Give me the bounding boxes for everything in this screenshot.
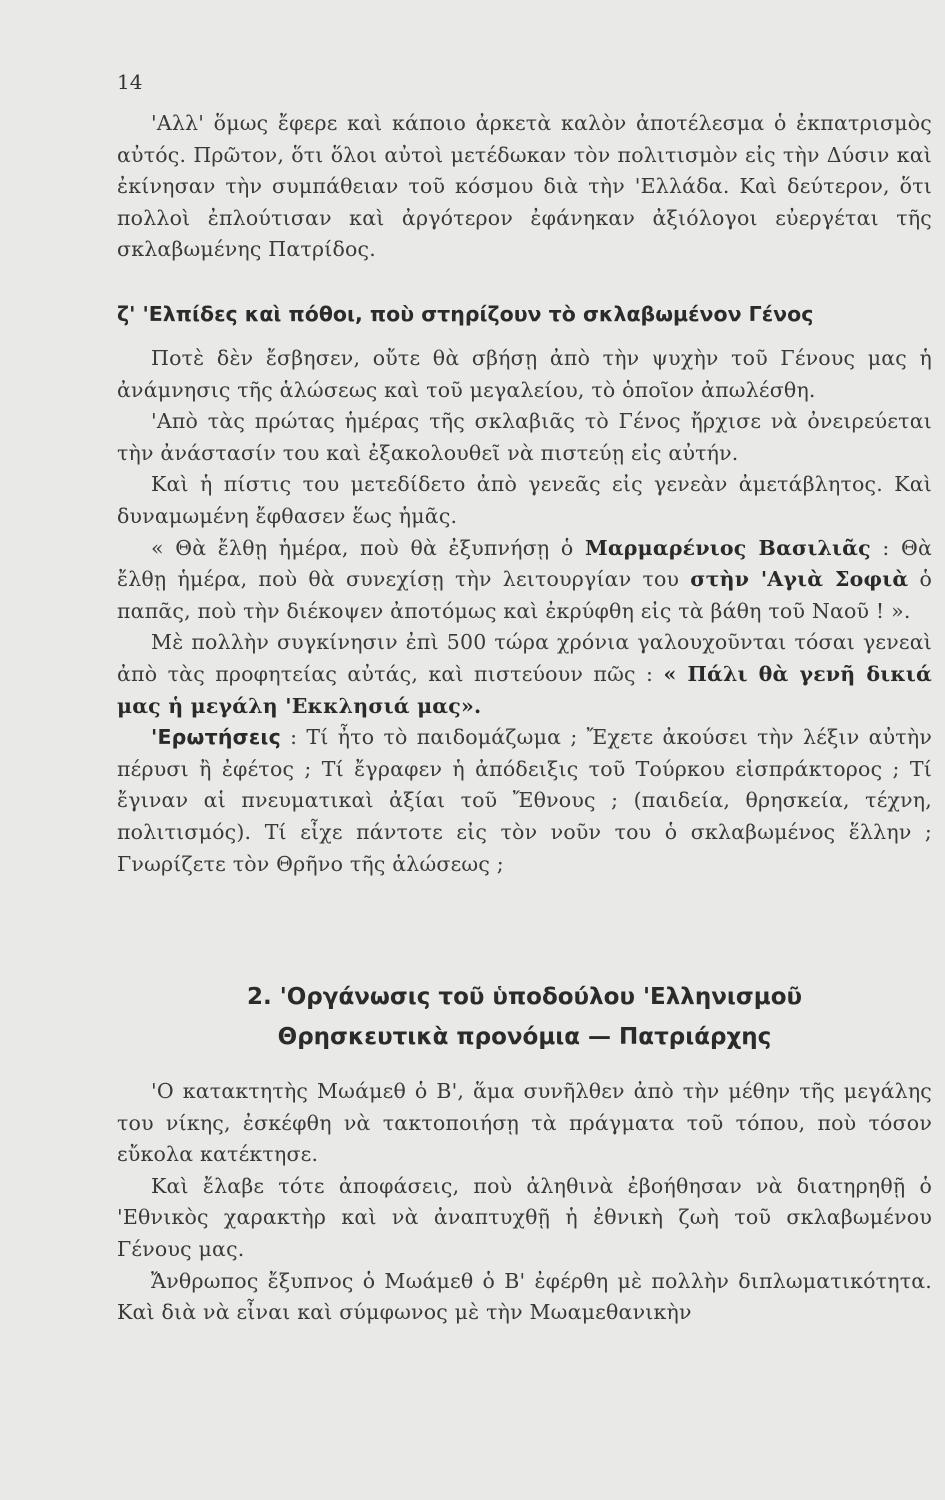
zeta-paragraph-2: 'Απὸ τὰς πρώτας ἡμέρας τῆς σκλαβιᾶς τὸ Γένος ἤρχισε νὰ ὀνειρεύεται τὴν ἀνάστασίν του καὶ ἐξακολουθεῖ νὰ πιστεύῃ εἰς αὐτήν. (117, 409, 932, 465)
generations-text: Μὲ πολλὴν συγκίνησιν ἐπὶ 500 τώρα χρόνια γαλουχοῦνται τόσαι γενεαὶ ἀπὸ τὰς προφητείας αὐτάς, καὶ πιστεύουν πῶς : (117, 630, 932, 686)
questions-paragraph (117, 722, 932, 880)
prophecy-text-c: : Θὰ ἔλθῃ ἡμέρα, ποὺ θὰ συνεχίσῃ τὴν λειτουργίαν του (117, 535, 932, 592)
chapter-2-paragraph-3: Ἄνθρωπος ἔξυπνος ὁ Μωάμεθ ὁ Β' ἐφέρθη μὲ πολλὴν διπλωματικότητα. Καὶ διὰ νὰ εἶναι καὶ σύμφωνος μὲ τὴν Μωαμεθανικὴν (117, 1268, 932, 1325)
marble-king-phrase: Μαρμαρένιος Βασιλιᾶς (584, 535, 871, 560)
prophecy-text-a: « Θὰ ἔλθῃ ἡμέρα, ποὺ θὰ ἐξυπνήσῃ ὁ (151, 535, 585, 560)
intro-paragraph: 'Αλλ' ὅμως ἔφερε καὶ κάποιο ἀρκετὰ καλὸν ἀποτέλεσμα ὁ ἐκπατρισμὸς αὐτός. Πρῶτον, ὅτι ὅλοι αὐτοὶ μετέδωκαν τὸν πολιτισμὸν εἰς τὴν Δύσιν καὶ ἐκίνησαν τὴν συμπάθειαν τοῦ κόσμου διὰ τὴν 'Ελλάδα. Καὶ δεύτερον, ὅτι πολλοὶ ἐπλούτισαν καὶ ἀργότερον ἐφάνηκαν ἀξιόλογοι εὐεργέται τῆς σκλαβωμένης Πατρίδος. (117, 111, 932, 262)
chapter-2-heading-line2: Θρησκευτικὰ προνόμια — Πατριάρχης (277, 1024, 772, 1050)
section-zeta-heading: ζ' 'Ελπίδες καὶ πόθοι, ποὺ στηρίζουν τὸ σκλαβωμένον Γένος (117, 302, 814, 326)
questions-text: : Τί ἦτο τὸ παιδομάζωμα ; Ἔχετε ἀκούσει τὴν λέξιν αὐτὴν πέρυσι ἢ ἐφέτος ; Τί ἔγραφεν ἡ ἀπόδειξις τοῦ Τούρκου εἰσπράκτορος ; Τί ἔγιναν αἱ πνευματικαὶ ἀξίαι τοῦ Ἔθνους ; (παιδεία, θρησκεία, τέχνη, πολιτισμός). Τί εἶχε πάντοτε εἰς τὸν νοῦν του ὁ σκλαβωμένος ἕλλην ; Γνωρίζετε τὸν Θρῆνο τῆς ἁλώσεως ; (117, 725, 932, 876)
section-zeta-body (117, 343, 932, 880)
chapter-2-paragraph-2: Καὶ ἔλαβε τότε ἀποφάσεις, ποὺ ἀληθινὰ ἐβοήθησαν νὰ διατηρηθῇ ὁ 'Εθνικὸς χαρακτὴρ καὶ νὰ ἀναπτυχθῇ ἡ ἐθνικὴ ζωὴ τοῦ σκλαβωμένου Γένους μας. (117, 1173, 932, 1261)
intro-paragraph-block (117, 108, 932, 266)
zeta-paragraph-5 (117, 627, 932, 722)
chapter-2-body (117, 1076, 932, 1329)
our-church-phrase: « Πάλι θὰ γενῆ δικιά μας ἡ μεγάλη 'Εκκλησιά μας». (117, 661, 932, 718)
prophecy-text-e: ὁ παπᾶς, ποὺ τὴν διέκοψεν ἀποτόμως καὶ ἐκρύφθη εἰς τὰ βάθη τοῦ Ναοῦ ! ». (117, 567, 932, 623)
zeta-paragraph-4 (117, 533, 932, 628)
chapter-2-heading (117, 977, 932, 1057)
chapter-2-heading-line1: 2. 'Οργάνωσις τοῦ ὑποδούλου 'Ελληνισμοῦ (246, 984, 803, 1010)
zeta-paragraph-1: Ποτὲ δὲν ἔσβησεν, οὔτε θὰ σβήσῃ ἀπὸ τὴν ψυχὴν τοῦ Γένους μας ἡ ἀνάμνησις τῆς ἁλώσεως καὶ τοῦ μεγαλείου, τὸ ὁποῖον ἀπωλέσθη. (117, 346, 932, 402)
questions-label: 'Ερωτήσεις (151, 725, 281, 750)
page-number: 14 (117, 70, 143, 94)
chapter-2-paragraph-1: 'Ο κατακτητὴς Μωάμεθ ὁ Β', ἅμα συνῆλθεν ἀπὸ τὴν μέθην τῆς μεγάλης του νίκης, ἐσκέφθη νὰ τακτοποιήσῃ τὰ πράγματα τοῦ τόπου, ποὺ τόσον εὔκολα κατέκτησε. (117, 1079, 932, 1167)
hagia-sophia-phrase: στὴν 'Αγιὰ Σοφιὰ (690, 567, 909, 592)
zeta-paragraph-3: Καὶ ἡ πίστις του μετεδίδετο ἀπὸ γενεᾶς εἰς γενεὰν ἀμετάβλητος. Καὶ δυναμωμένη ἔφθασεν ἕως ἡμᾶς. (117, 472, 932, 528)
